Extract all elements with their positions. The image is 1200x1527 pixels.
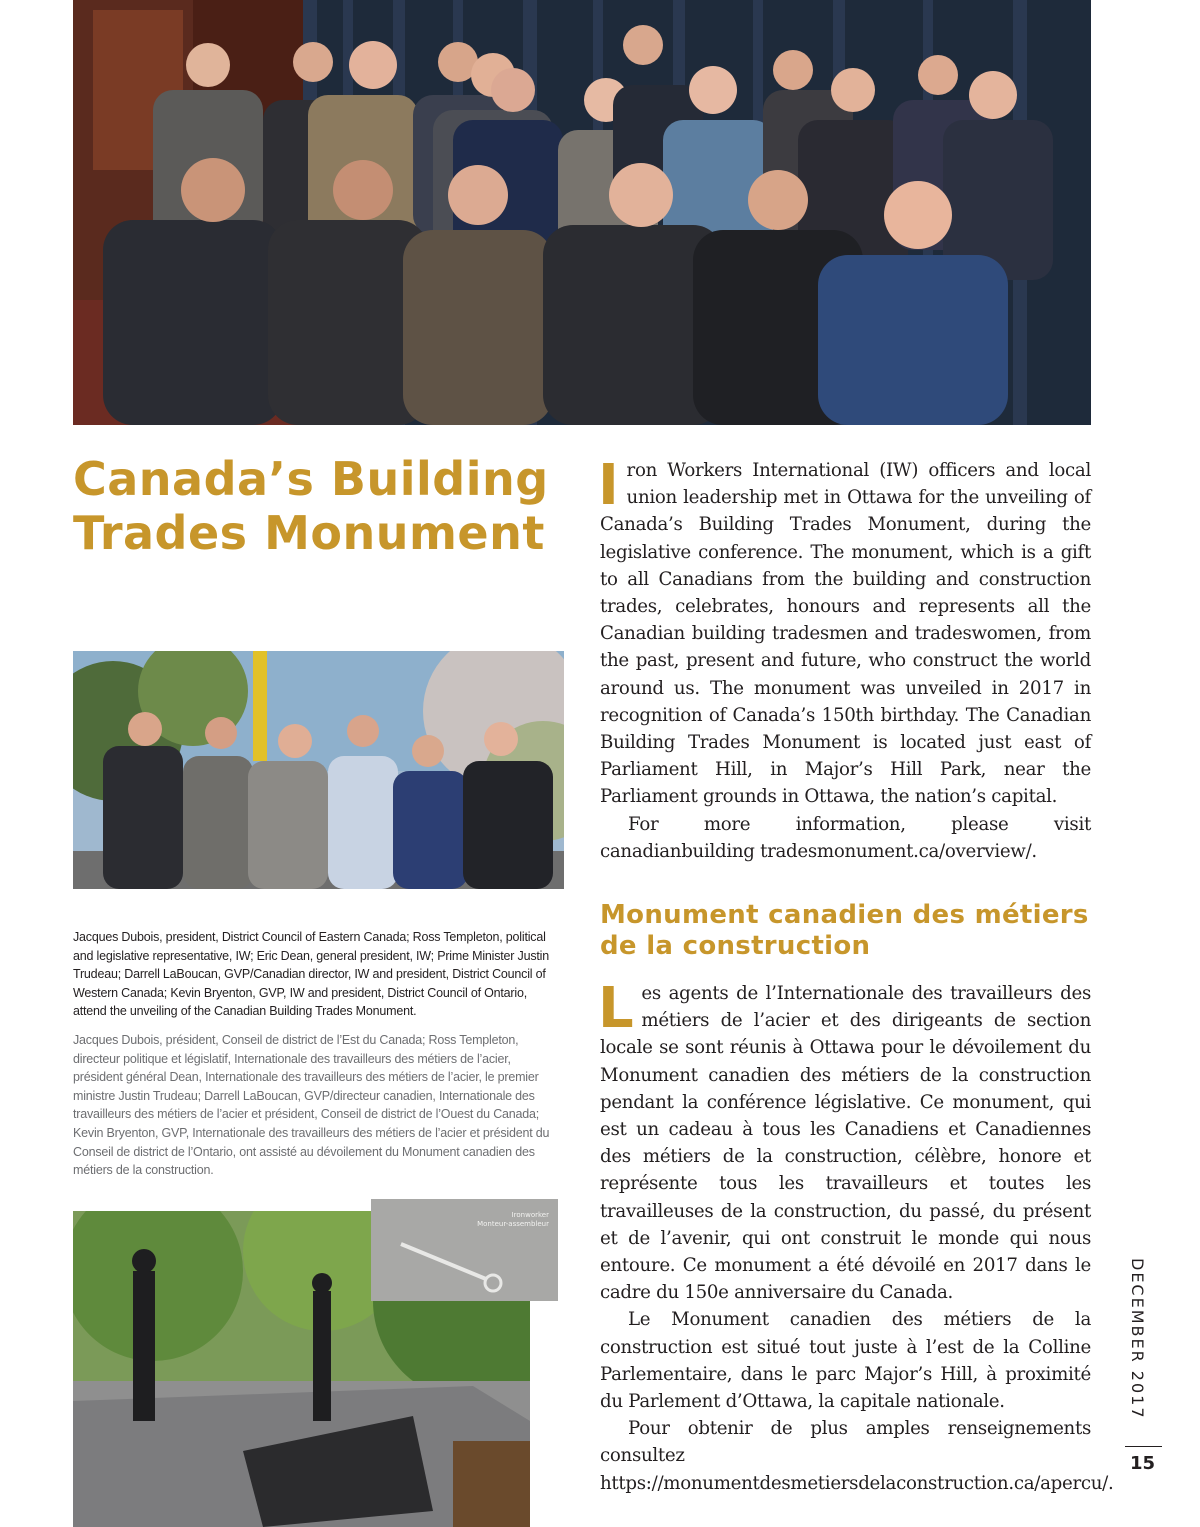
folio-divider bbox=[1125, 1446, 1162, 1447]
article-body-french bbox=[598, 976, 1114, 1497]
plaque-text-monteur: Monteur-assembleur bbox=[477, 1220, 549, 1228]
french-section-heading: Monument canadien des métiers de la construction bbox=[600, 900, 1089, 961]
ironworker-plaque-photo bbox=[371, 1199, 558, 1301]
drop-cap-l: L bbox=[598, 976, 634, 1041]
ceremony-photo bbox=[73, 651, 564, 889]
issue-date: DECEMBER 2017 bbox=[1128, 1258, 1147, 1420]
article-fr-paragraph-1: es agents de l’Internationale des travailleurs des métiers de l’acier et des dirigeants de section locale se sont réunis à Ottawa pour le dévoilement du Monument canadien des métiers de la construction pendant la conférence législative. Ce monument, qui est un cadeau à tous les Canadiens et Canadiennes des métiers de la construction, célèbre, honore et représente tous les travailleurs et toutes les travailleuses de la construction, du passé, du présent et de l’avenir, qui ont construit le monde qui nous entoure. Ce monument a été dévoilé en 2017 dans le cadre du 150e anniversaire du Canada. bbox=[600, 983, 1091, 1304]
article-body-english bbox=[598, 453, 1091, 865]
article-en-paragraph-2: For more information, please visit canadianbuilding tradesmonument.ca/overview/. bbox=[600, 813, 1091, 862]
photo-caption-english: Jacques Dubois, president, District Council of Eastern Canada; Ross Templeton, political and legislative representative, IW; Eric Dean, general president, IW; Prime Minister Justin Trudeau; Darrell LaBoucan, GVP/Canadian director, IW and president, District Council of Western Canada; Kevin Bryenton, GVP, IW and president, District Council of Ontario, attend the unveiling of the Canadian Building Trades Monument. bbox=[73, 930, 549, 1019]
photo-caption-french: Jacques Dubois, président, Conseil de district de l’Est du Canada; Ross Templeton, directeur politique et législatif, Internationale des travailleurs des métiers de l’acier, président général Dean, Internationale des travailleurs des métiers de l’acier, le premier ministre Justin Trudeau; Darrell LaBoucan, GVP/directeur canadien, Internationale des travailleurs des métiers de l’acier et président, Conseil de district de l’Ouest du Canada; Kevin Bryenton, GVP, Internationale des travailleurs des métiers de l’acier et président du Conseil de district de l’Ontario, ont assisté au dévoilement du Monument canadien des métiers de la construction. bbox=[73, 1033, 550, 1178]
article-fr-paragraph-2: Le Monument canadien des métiers de la construction est situé tout juste à l’est de la Colline Parlementaire, dans le parc Major’s Hill, à proximité du Parlement d’Ottawa, la capitale nationale. bbox=[600, 1309, 1091, 1413]
article-headline: Canada’s Building Trades Monument bbox=[73, 452, 549, 560]
article-fr-paragraph-3: Pour obtenir de plus amples renseignements consultez https://monumentdesmetiersdelaconstruction.ca/apercu/. bbox=[600, 1418, 1114, 1494]
page-number: 15 bbox=[1130, 1453, 1156, 1474]
article-en-paragraph-1: ron Workers International (IW) officers and local union leadership met in Ottawa for the unveiling of Canada’s Building Trades Monument, during the legislative conference. The monument, which is a gift to all Canadians from the building and construction trades, celebrates, honours and represents all the Canadian building tradesmen and tradeswomen, from the past, present and future, who construct the world around us. The monument was unveiled in 2017 in recognition of Canada’s 150th birthday. The Canadian Building Trades Monument is located just east of Parliament Hill, in Major’s Hill Park, near the Parliament grounds in Ottawa, the nation’s capital. bbox=[600, 460, 1091, 808]
group-photo bbox=[73, 0, 1091, 425]
drop-cap-i: I bbox=[598, 453, 619, 518]
plaque-text-ironworker: Ironworker bbox=[511, 1211, 549, 1219]
